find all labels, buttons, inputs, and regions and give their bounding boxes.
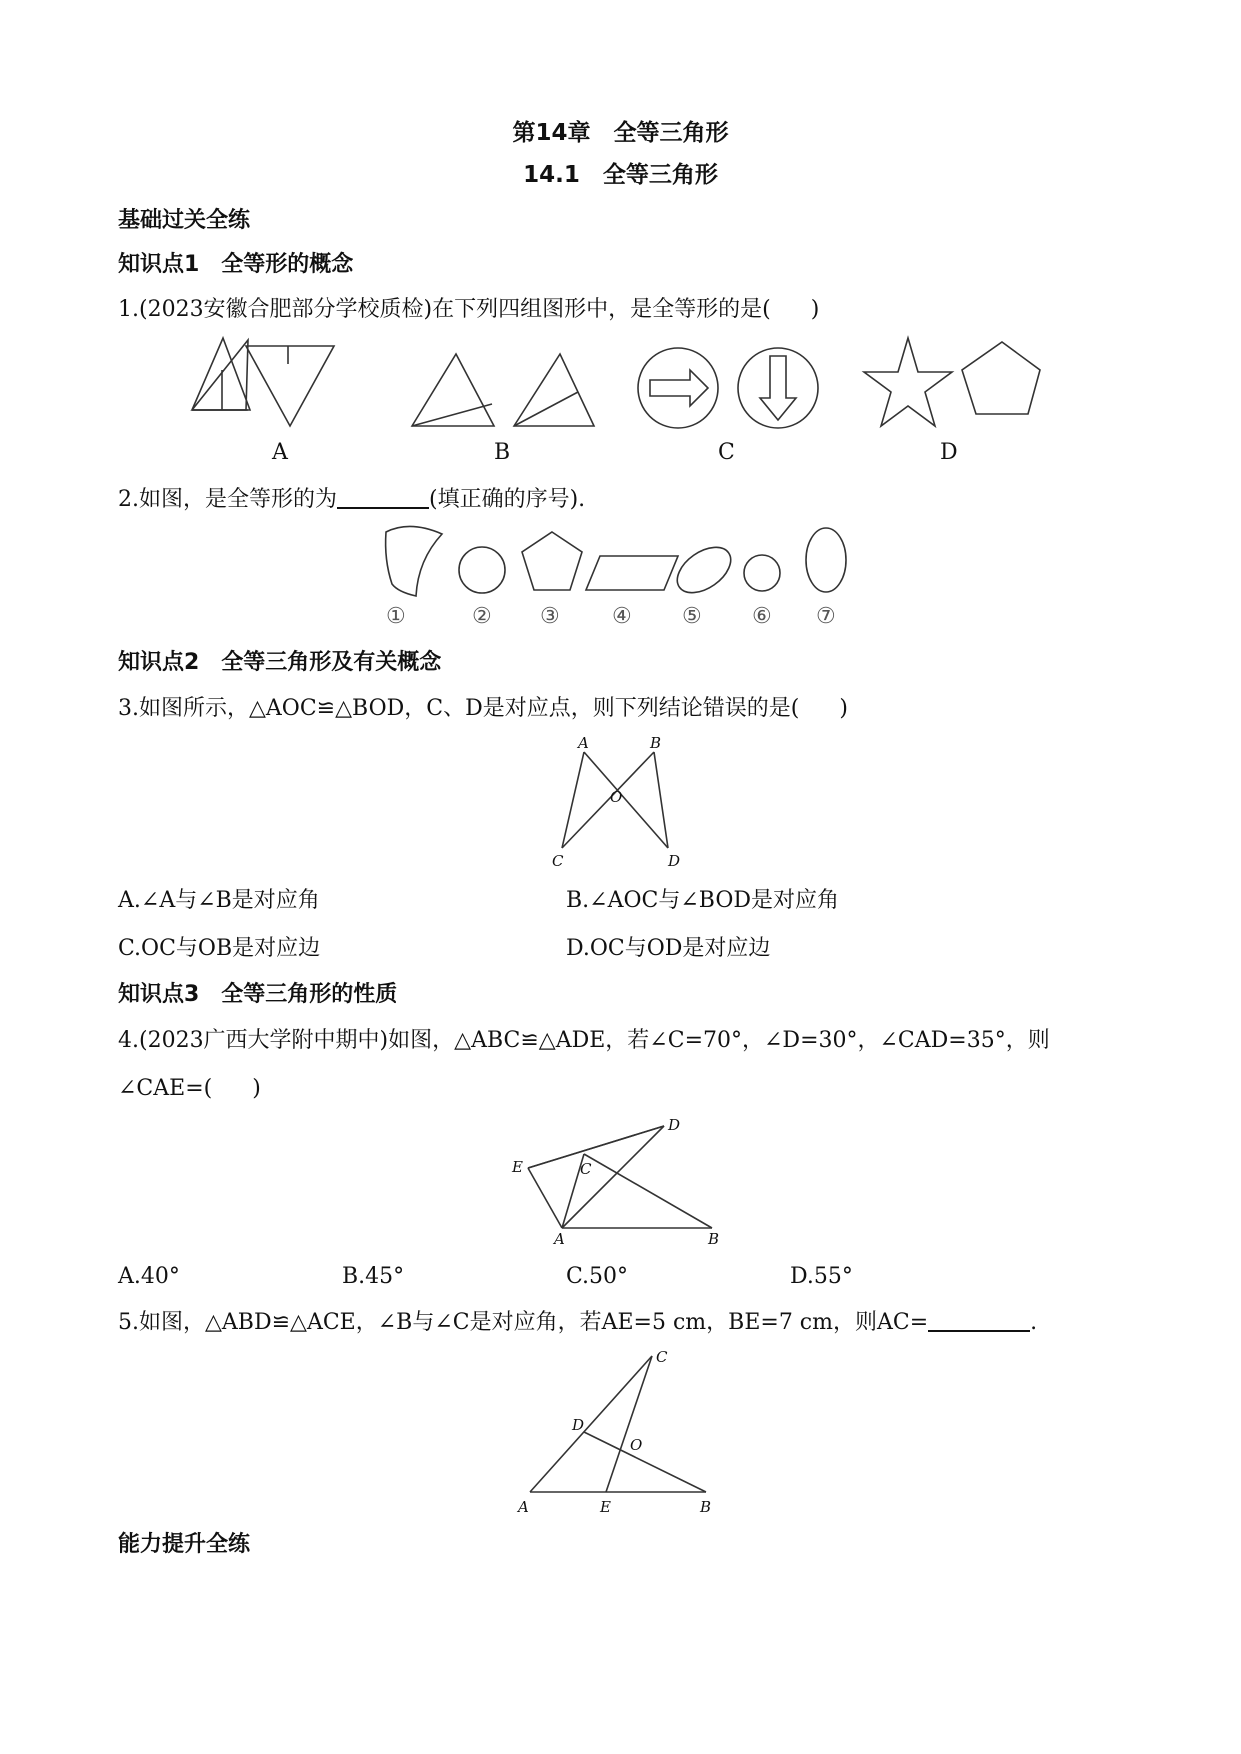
question-3-option-d[interactable]: D.OC与OD是对应边 <box>566 936 771 961</box>
point-c-label: C <box>656 1348 668 1366</box>
part-heading-basic: 基础过关全练 <box>118 208 251 233</box>
question-1-text: 1.(2023安徽合肥部分学校质检)在下列四组图形中，是全等形的是( <box>118 297 771 322</box>
point-e-label: E <box>600 1498 611 1516</box>
shape-label-1: ① <box>386 604 406 629</box>
question-4-option-a[interactable]: A.40° <box>118 1264 180 1289</box>
knowledge-point-1: 知识点1 全等形的概念 <box>118 252 354 277</box>
point-c-label: C <box>580 1160 592 1178</box>
question-5-text-before: 5.如图，△ABD≌△ACE，∠B与∠C是对应角，若AE=5 cm，BE=7 cm，则AC= <box>118 1310 929 1335</box>
question-1-close: ) <box>810 297 820 322</box>
point-e-label: E <box>512 1158 523 1176</box>
shape-label-4: ④ <box>612 604 632 629</box>
question-4-line-2-text: ∠CAE=( <box>118 1076 213 1101</box>
point-o-label: O <box>630 1436 643 1454</box>
shape-label-3: ③ <box>540 604 560 629</box>
chapter-title: 第14章 全等三角形 <box>512 120 729 146</box>
point-c-label: C <box>552 852 564 870</box>
point-d-label: D <box>572 1416 585 1434</box>
shape-label-7: ⑦ <box>816 604 836 629</box>
point-d-label: D <box>668 1116 681 1134</box>
shape-label-6: ⑥ <box>752 604 772 629</box>
question-4-option-d[interactable]: D.55° <box>790 1264 853 1289</box>
question-2-text-after: (填正确的序号). <box>429 487 586 512</box>
segment-ac <box>530 1356 652 1492</box>
point-a-label: A <box>554 1230 565 1248</box>
question-3-option-a[interactable]: A.∠A与∠B是对应角 <box>118 888 320 913</box>
question-3-option-b[interactable]: B.∠AOC与∠BOD是对应角 <box>566 888 840 913</box>
question-3-option-c[interactable]: C.OC与OB是对应边 <box>118 936 321 961</box>
knowledge-point-3: 知识点3 全等三角形的性质 <box>118 982 398 1007</box>
part-heading-advanced: 能力提升全练 <box>118 1532 251 1557</box>
question-4-line-1: 4.(2023广西大学附中期中)如图，△ABC≌△ADE，若∠C=70°，∠D=30°，∠CAD=35°，则 <box>118 1028 1050 1053</box>
figure-label-a: A <box>272 440 288 465</box>
question-2-text-before: 2.如图，是全等形的为 <box>118 487 337 512</box>
point-b-label: B <box>650 734 662 752</box>
point-o-label: O <box>610 788 623 806</box>
point-a-label: A <box>518 1498 529 1516</box>
figure-label-c: C <box>718 440 735 465</box>
knowledge-point-2: 知识点2 全等三角形及有关概念 <box>118 650 442 675</box>
point-d-label: D <box>668 852 681 870</box>
figure-label-b: B <box>494 440 511 465</box>
question-4-close: ) <box>252 1076 261 1101</box>
question-3-close: ) <box>839 696 848 721</box>
section-title: 14.1 全等三角形 <box>523 162 718 188</box>
shape-label-5: ⑤ <box>682 604 702 629</box>
segment-db <box>584 1432 706 1492</box>
segment-ce <box>606 1356 652 1492</box>
point-b-label: B <box>700 1498 712 1516</box>
question-3-text: 3.如图所示，△AOC≌△BOD，C、D是对应点，则下列结论错误的是( <box>118 696 800 721</box>
shape-label-2: ② <box>472 604 492 629</box>
figure-label-d: D <box>940 440 958 465</box>
point-b-label: B <box>708 1230 720 1248</box>
question-5-text-after: . <box>1030 1310 1038 1335</box>
point-a-label: A <box>578 734 589 752</box>
question-4-option-b[interactable]: B.45° <box>342 1264 405 1289</box>
question-4-option-c[interactable]: C.50° <box>566 1264 629 1289</box>
